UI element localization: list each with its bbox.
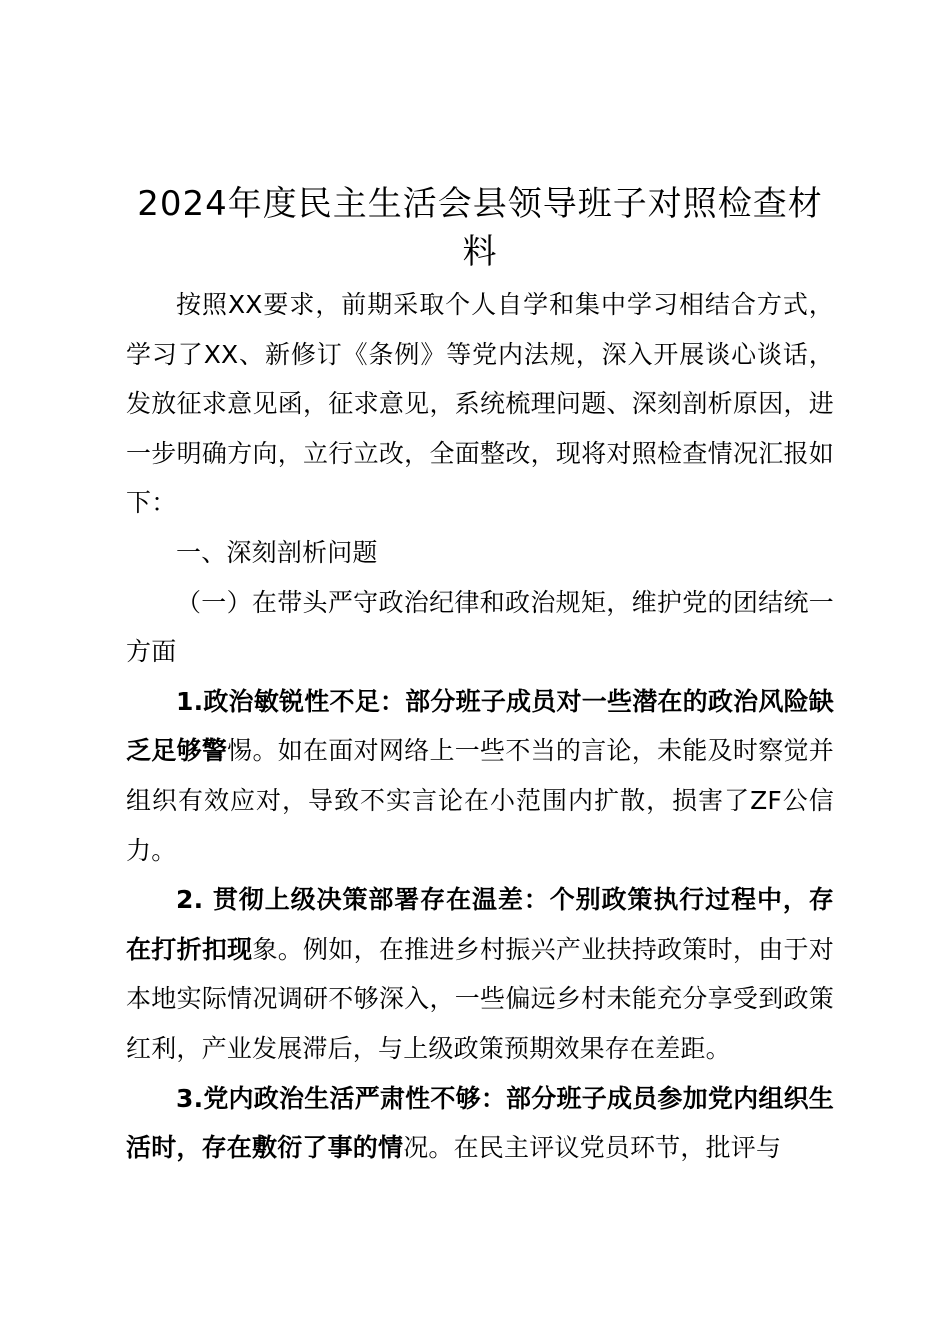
issue-heading: 3.党内政治生活严肃性不够：部分班子成员参加党内组织生活时，存在敷衍了事的情 (126, 1083, 834, 1163)
issue-heading: 1.政治敏锐性不足：部分班子成员对一些潜在的政治风险缺乏足够警 (126, 686, 834, 766)
issue-heading: 2. 贯彻上级决策部署存在温差：个别政策执行过程中，存在打折扣现 (126, 885, 834, 964)
intro-paragraph: 按照XX要求，前期采取个人自学和集中学习相结合方式，学习了XX、新修订《条例》等党内法规，深入开展谈心谈话，发放征求意见函，征求意见，系统梳理问题、深刻剖析原因，进一步明确方向，立行立改，全面整改，现将对照检查情况汇报如下： (126, 290, 834, 518)
subsection-heading: （一）在带头严守政治纪律和政治规矩，维护党的团结统一方面 (126, 587, 834, 667)
issue-paragraph-1 (126, 677, 834, 875)
section-heading: 一、深刻剖析问题 (176, 537, 378, 567)
document-body (126, 280, 834, 1173)
document-title: 2024年度民主生活会县领导班子对照检查材料 (137, 184, 823, 272)
issue-text: 惕。如在面对网络上一些不当的言论，未能及时察觉并组织有效应对，导致不实言论在小范围内扩散，损害了ZF公信力。 (126, 736, 834, 865)
issue-paragraph-3 (126, 1074, 834, 1173)
issue-text: 况。在民主评议党员环节，批评与 (403, 1133, 782, 1163)
issue-text: 象。例如，在推进乡村振兴产业扶持政策时，由于对本地实际情况调研不够深入，一些偏远乡村未能充分享受到政策红利，产业发展滞后，与上级政策预期效果存在差距。 (126, 934, 834, 1063)
issue-paragraph-2 (126, 875, 834, 1073)
